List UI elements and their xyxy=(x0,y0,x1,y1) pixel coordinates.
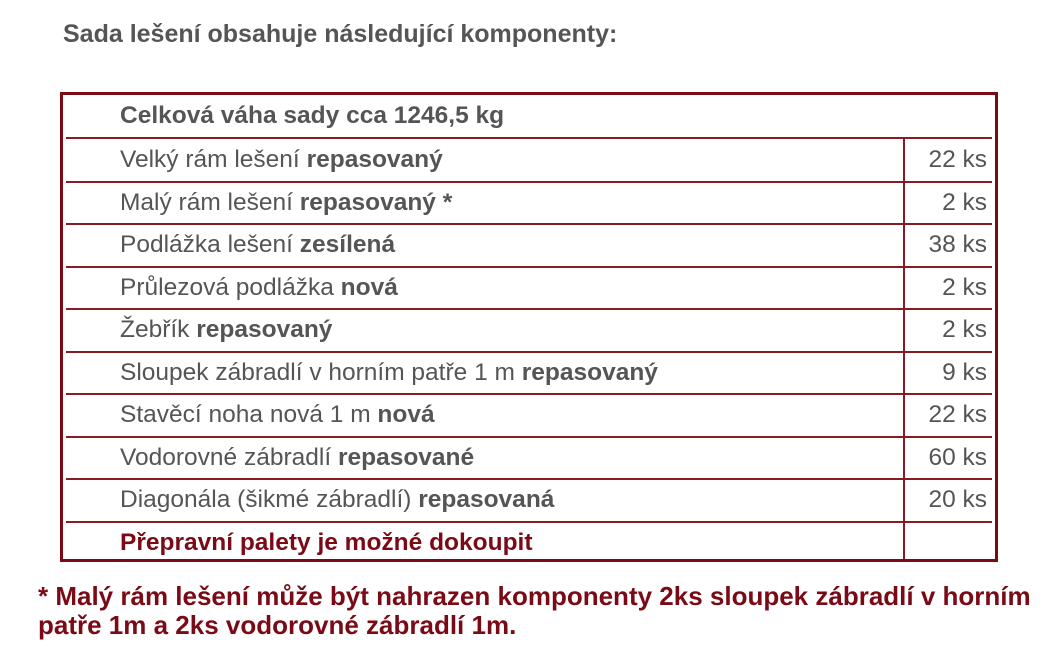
component-qty: 20 ks xyxy=(928,486,987,514)
component-name: Žebřík repasovaný xyxy=(120,316,333,344)
page-heading: Sada lešení obsahuje následující komponenty: xyxy=(63,20,618,48)
component-name: Vodorovné zábradlí repasované xyxy=(120,444,475,472)
component-name: Malý rám lešení repasovaný * xyxy=(120,189,453,217)
table-title: Celková váha sady cca 1246,5 kg xyxy=(120,102,505,130)
component-qty: 2 ks xyxy=(942,316,987,344)
components-table xyxy=(60,92,998,562)
component-qty: 22 ks xyxy=(928,401,987,429)
component-name: Velký rám lešení repasovaný xyxy=(120,146,443,174)
table-footer-row xyxy=(63,522,995,564)
table-row xyxy=(63,437,995,479)
component-qty: 60 ks xyxy=(928,444,987,472)
column-divider xyxy=(903,139,905,559)
component-qty: 2 ks xyxy=(942,189,987,217)
component-name: Stavěcí noha nová 1 m nová xyxy=(120,401,435,429)
table-row xyxy=(63,394,995,436)
table-row xyxy=(63,479,995,521)
table-row xyxy=(63,139,995,181)
table-row xyxy=(63,224,995,266)
table-row xyxy=(63,352,995,394)
component-qty: 2 ks xyxy=(942,274,987,302)
component-name: Diagonála (šikmé zábradlí) repasovaná xyxy=(120,486,555,514)
table-row xyxy=(63,267,995,309)
component-name: Průlezová podlážka nová xyxy=(120,274,398,302)
table-row xyxy=(63,309,995,351)
component-qty: 22 ks xyxy=(928,146,987,174)
component-qty: 38 ks xyxy=(928,231,987,259)
component-qty: 9 ks xyxy=(942,359,987,387)
table-footer-note: Přepravní palety je možné dokoupit xyxy=(120,529,533,557)
component-name: Sloupek zábradlí v horním patře 1 m repasovaný xyxy=(120,359,658,387)
table-title-row xyxy=(63,95,995,137)
component-name: Podlážka lešení zesílená xyxy=(120,231,396,259)
table-row xyxy=(63,182,995,224)
footnote: * Malý rám lešení může být nahrazen komponenty 2ks sloupek zábradlí v horním patře 1m a 2ks vodorovné zábradlí 1m. xyxy=(38,581,1031,640)
